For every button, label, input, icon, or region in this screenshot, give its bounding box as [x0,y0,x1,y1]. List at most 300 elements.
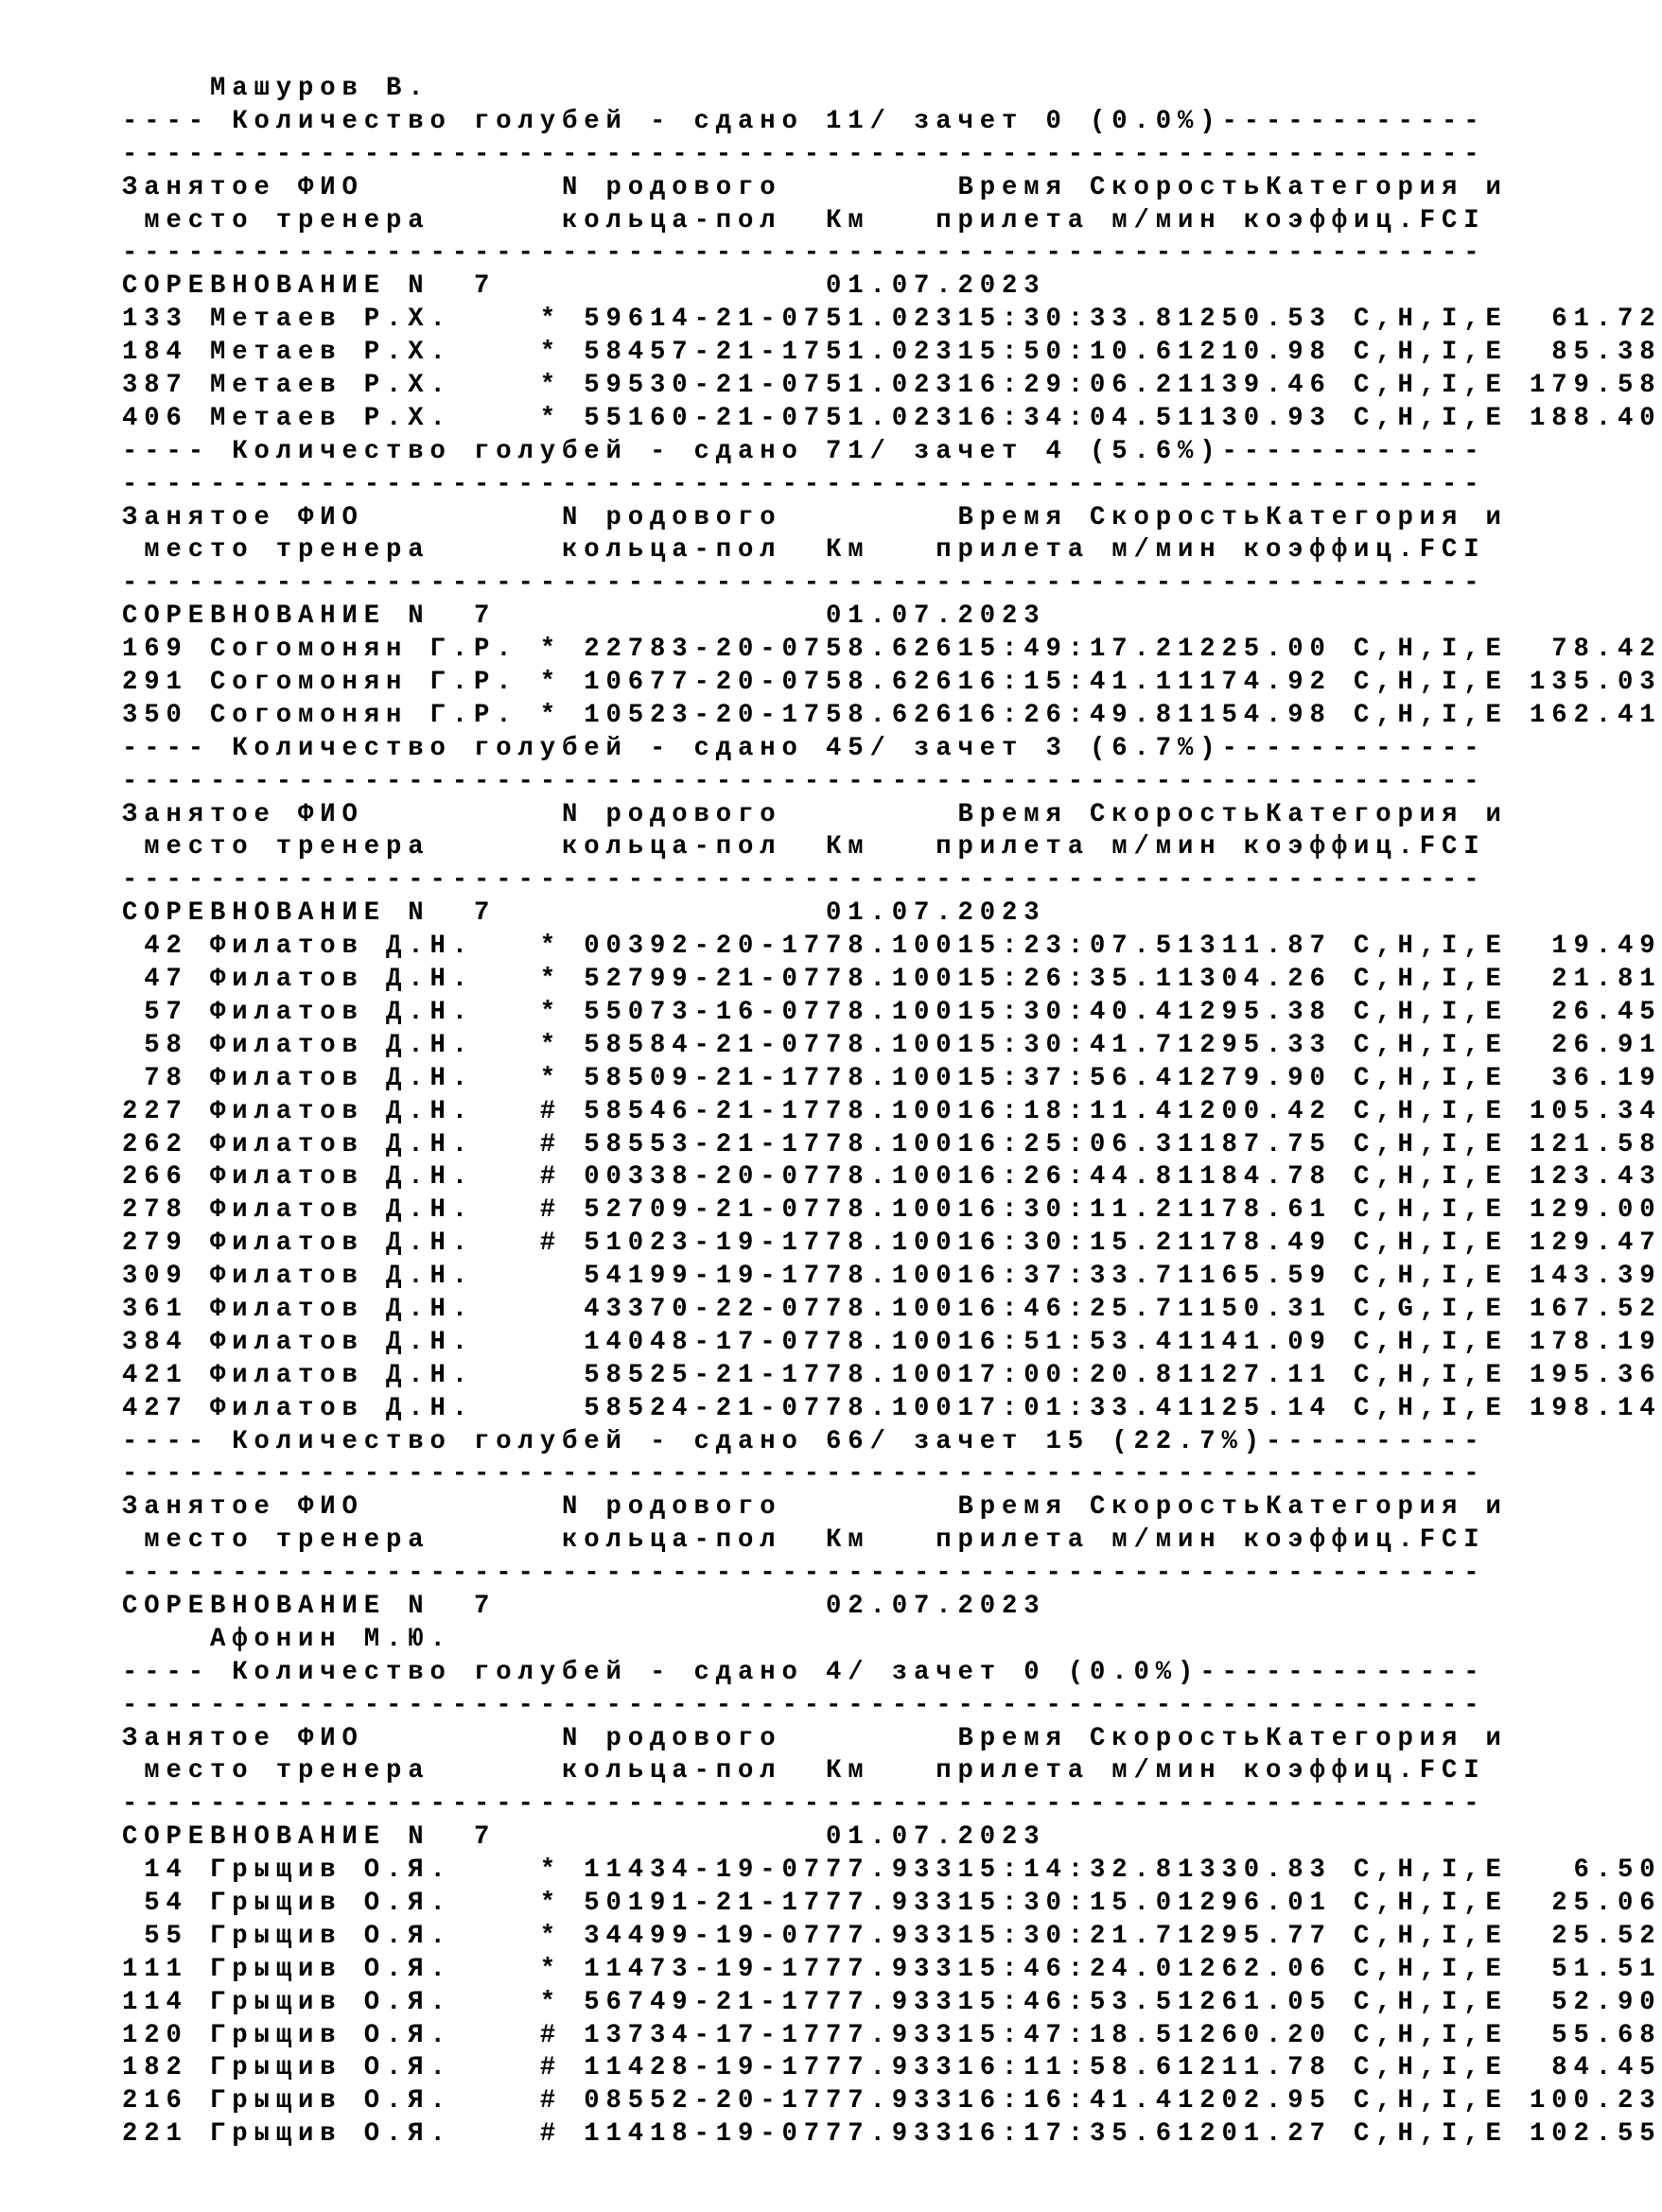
table-row [122,1888,1662,1921]
arrival-time: 15:30:33.8 [957,305,1178,335]
place-value: 120 [122,2020,188,2050]
competition-label: СОРЕВНОВАНИЕ N [122,1591,430,1621]
place-value: 47 [144,965,188,995]
distance-km: 778.100 [803,1327,958,1357]
header-speed-unit: м/мин [1111,1756,1222,1786]
ring-number: 58524-21-0 [584,1393,804,1423]
speed-value: 1260.20 [1178,2020,1332,2050]
competition-date: 01.07.2023 [826,601,1046,632]
arrival-time: 16:17:35.6 [957,2119,1178,2150]
distance-km: 777.933 [803,1888,958,1918]
arrival-time: 15:26:35.1 [957,965,1178,995]
arrival-time: 15:49:17.2 [957,635,1178,665]
header-speed-unit: м/мин [1111,832,1222,862]
competition-label: СОРЕВНОВАНИЕ N [122,271,430,302]
arrival-time: 15:46:53.5 [957,1987,1178,2017]
table-row [122,1129,1662,1162]
fci-value: 26.45 [1551,997,1662,1027]
speed-value: 1187.75 [1178,1129,1332,1159]
speed-value: 1295.77 [1178,1921,1332,1951]
trainer-name: Филатов Д.Н. [210,997,474,1027]
fancier-name-line [122,73,1541,106]
category-value: C,H,I,E [1354,2020,1508,2050]
distance-km: 777.933 [803,2086,958,2116]
distance-km: 778.100 [803,1063,958,1093]
header-speed: Скорость [1090,1492,1266,1523]
arrival-time: 15:30:21.7 [957,1921,1178,1951]
table-row [122,2020,1662,2053]
trainer-name: Согомонян Г.Р. [210,700,518,730]
category-value: C,H,I,E [1354,1888,1508,1918]
header-category: Категория и [1266,502,1508,532]
speed-value: 1165.59 [1178,1262,1332,1292]
category-value: C,G,I,E [1354,1294,1508,1324]
ring-number: 56749-21-1 [584,1987,804,2017]
ring-number: 55073-16-0 [584,997,804,1027]
distance-km: 778.100 [803,1393,958,1423]
table-row [122,1921,1662,1954]
table-row [122,1096,1662,1129]
competition-date: 01.07.2023 [826,898,1046,929]
header-speed-unit: м/мин [1111,205,1222,235]
credit-label: зачет [914,1426,1024,1456]
header-trainer: тренера [275,1756,430,1786]
ring-number: 43370-22-0 [584,1294,804,1324]
table-row [122,964,1662,997]
competition-line [122,897,1541,931]
header-coef: коэффиц. [1243,1756,1420,1786]
table-row [122,1855,1662,1888]
header-speed: Скорость [1090,502,1266,532]
summary-label: Количество голубей - сдано [232,733,804,763]
speed-value: 1178.49 [1178,1228,1332,1259]
trainer-name: Филатов Д.Н. [210,1162,474,1193]
header-category: Категория и [1266,172,1508,202]
mark-symbol: * [539,371,562,401]
category-value: C,H,I,E [1354,1129,1508,1159]
trainer-name: Филатов Д.Н. [210,1327,474,1357]
category-value: C,H,I,E [1354,1921,1508,1951]
speed-value: 1200.42 [1178,1096,1332,1126]
credit-label: зачет [891,1657,1002,1687]
header-arrival: прилета [936,1756,1090,1786]
mark-symbol: * [539,997,562,1027]
category-value: C,H,I,E [1354,1162,1508,1193]
credited-count: 4 [1045,436,1068,466]
fci-value: 188.40 [1530,403,1662,433]
header-bottom-rule: -------------------------------------------------------------- [122,568,1486,599]
trainer-name: Филатов Д.Н. [210,1030,474,1060]
summary-line: ---- Количество голубей - сдано 4/ зачет 0 (0.0%)------------- [122,1657,1486,1687]
ring-number: 00338-20-0 [584,1162,804,1193]
trainer-name: Грыщив О.Я. [210,1855,452,1886]
category-value: C,H,I,E [1354,668,1508,698]
header-coef: коэффиц. [1243,832,1420,862]
mark-symbol: * [539,932,562,962]
header-bottom-rule: -------------------------------------------------------------- [122,1789,1486,1820]
mark-symbol: # [539,1195,562,1226]
competition-line [122,270,1541,304]
category-value: C,H,I,E [1354,2086,1508,2116]
arrival-time: 15:47:18.5 [957,2020,1178,2050]
ring-number: 54199-19-1 [584,1262,804,1292]
arrival-time: 16:25:06.3 [957,1129,1178,1159]
fci-value: 143.39 [1530,1262,1662,1292]
mark-symbol: * [539,668,562,698]
fci-value: 198.14 [1530,1393,1662,1423]
credited-count: 0 [1023,1657,1046,1687]
fci-value: 26.91 [1551,1030,1662,1060]
table-header-line-2 [122,205,1541,238]
speed-value: 1174.92 [1178,668,1332,698]
distance-km: 758.626 [803,635,958,665]
ring-number: 00392-20-1 [584,932,804,962]
place-value: 309 [122,1262,188,1292]
header-coef: коэффиц. [1243,1525,1420,1556]
header-ring-sex: кольца-пол [562,1525,782,1556]
distance-km: 777.933 [803,2119,958,2150]
ring-number: 10677-20-0 [584,668,804,698]
speed-value: 1184.78 [1178,1162,1332,1193]
trainer-name: Филатов Д.Н. [210,1096,474,1126]
header-fio: ФИО [298,1723,364,1753]
mark-symbol: * [539,403,562,433]
header-place: Занятое [122,502,276,532]
table-row [122,997,1662,1030]
arrival-time: 16:34:04.5 [957,403,1178,433]
mark-symbol: * [539,635,562,665]
speed-value: 1261.05 [1178,1987,1332,2017]
ring-number: 59530-21-0 [584,371,804,401]
category-value: C,H,I,E [1354,1393,1508,1423]
place-value: 262 [122,1129,188,1159]
submitted-count: 66 [826,1426,870,1456]
mark-symbol: * [539,1987,562,2017]
trainer-name: Филатов Д.Н. [210,1294,474,1324]
mark-symbol: * [539,1921,562,1951]
fancier-name: Машуров В. [210,74,430,103]
header-top-rule: -------------------------------------------------------------- [122,1459,1486,1489]
arrival-time: 15:23:07.5 [957,932,1178,962]
header-arrival: прилета [936,535,1090,566]
ring-number: 58525-21-1 [584,1360,804,1390]
summary-line: ---- Количество голубей - сдано 71/ зачет 4 (5.6%)------------ [122,436,1486,466]
summary-line: ---- Количество голубей - сдано 45/ зачет 3 (6.7%)------------ [122,733,1486,763]
distance-km: 777.933 [803,1921,958,1951]
trainer-name: Филатов Д.Н. [210,932,474,962]
fci-value: 25.06 [1551,1888,1662,1918]
fci-value: 61.72 [1551,305,1662,335]
summary-label: Количество голубей - сдано [232,1657,804,1687]
place-value: 421 [122,1360,188,1390]
summary-line: ---- Количество голубей - сдано 66/ зачет 15 (22.7%)---------- [122,1426,1486,1456]
header-category: Категория и [1266,799,1508,829]
distance-km: 758.626 [803,700,958,730]
header-km: Км [826,205,870,235]
competition-line [122,1591,1541,1624]
competition-date: 02.07.2023 [826,1591,1046,1621]
place-value: 427 [122,1393,188,1423]
mark-symbol: # [539,1096,562,1126]
fci-value: 36.19 [1551,1063,1662,1093]
competition-label: СОРЕВНОВАНИЕ N [122,601,430,632]
table-row [122,1987,1662,2020]
speed-value: 1279.90 [1178,1063,1332,1093]
category-value: C,H,I,E [1354,1954,1508,1984]
table-row [122,1030,1662,1063]
distance-km: 778.100 [803,932,958,962]
arrival-time: 16:26:44.8 [957,1162,1178,1193]
mark-symbol: # [539,2119,562,2150]
ring-number: 52709-21-0 [584,1195,804,1226]
competition-label: СОРЕВНОВАНИЕ N [122,898,430,929]
table-row [122,1954,1662,1987]
fci-value: 100.23 [1530,2086,1662,2116]
submitted-count: 71 [826,436,870,466]
distance-km: 777.933 [803,2053,958,2083]
trainer-name: Филатов Д.Н. [210,1360,474,1390]
trainer-name: Филатов Д.Н. [210,1228,474,1259]
mark-symbol: * [539,1855,562,1886]
mark-symbol: * [539,700,562,730]
header-time: Время [957,799,1068,829]
table-row [122,1063,1662,1096]
trainer-name: Согомонян Г.Р. [210,635,518,665]
place-value: 361 [122,1294,188,1324]
header-bottom-rule: -------------------------------------------------------------- [122,1559,1486,1589]
ring-number: 11434-19-0 [584,1855,804,1886]
header-km: Км [826,832,870,862]
credited-percent: (5.6%) [1090,436,1222,466]
header-coef: коэффиц. [1243,205,1420,235]
arrival-time: 16:30:11.2 [957,1195,1178,1226]
table-header-line-1 [122,172,1541,205]
fci-value: 25.52 [1551,1921,1662,1951]
category-value: C,H,I,E [1354,635,1508,665]
fci-value: 102.55 [1530,2119,1662,2150]
ring-number: 58553-21-1 [584,1129,804,1159]
place-value: 78 [144,1063,188,1093]
header-top-rule: -------------------------------------------------------------- [122,469,1486,499]
place-value: 111 [122,1954,188,1984]
header-top-rule: -------------------------------------------------------------- [122,766,1486,796]
header-place-2: место [144,1525,254,1556]
place-value: 266 [122,1162,188,1193]
distance-km: 777.933 [803,1855,958,1886]
credit-label: зачет [914,436,1024,466]
place-value: 406 [122,403,188,433]
header-coef: коэффиц. [1243,535,1420,566]
trainer-name: Грыщив О.Я. [210,2086,452,2116]
arrival-time: 15:50:10.6 [957,338,1178,368]
fci-value: 195.36 [1530,1360,1662,1390]
category-value: C,H,I,E [1354,403,1508,433]
category-value: C,H,I,E [1354,305,1508,335]
fci-value: 167.52 [1530,1294,1662,1324]
category-value: C,H,I,E [1354,1195,1508,1226]
category-value: C,H,I,E [1354,1327,1508,1357]
header-ring: N родового [562,502,782,532]
header-fci: FCI [1419,1756,1486,1786]
trainer-name: Метаев Р.Х. [210,371,452,401]
category-value: C,H,I,E [1354,1096,1508,1126]
header-bottom-rule: -------------------------------------------------------------- [122,238,1486,269]
speed-value: 1225.00 [1178,635,1332,665]
fci-value: 105.34 [1530,1096,1662,1126]
summary-label: Количество голубей - сдано [232,1426,804,1456]
place-value: 133 [122,305,188,335]
header-ring-sex: кольца-пол [562,1756,782,1786]
table-row [122,931,1662,964]
distance-km: 751.023 [803,305,958,335]
table-header-line-2 [122,1524,1541,1558]
ring-number: 11473-19-1 [584,1954,804,1984]
category-value: C,H,I,E [1354,997,1508,1027]
header-place-2: место [144,832,254,862]
header-place-2: место [144,1756,254,1786]
place-value: 279 [122,1228,188,1259]
distance-km: 751.023 [803,403,958,433]
trainer-name: Филатов Д.Н. [210,965,474,995]
place-value: 291 [122,668,188,698]
speed-value: 1296.01 [1178,1888,1332,1918]
arrival-time: 16:15:41.1 [957,668,1178,698]
category-value: C,H,I,E [1354,1262,1508,1292]
distance-km: 751.023 [803,338,958,368]
mark-symbol: # [539,2053,562,2083]
header-arrival: прилета [936,205,1090,235]
place-value: 58 [144,1030,188,1060]
header-fio: ФИО [298,502,364,532]
table-row [122,1261,1662,1294]
header-ring: N родового [562,1492,782,1523]
header-fci: FCI [1419,535,1486,566]
competition-date: 01.07.2023 [826,1822,1046,1853]
table-row [122,1393,1662,1426]
mark-symbol: * [539,1954,562,1984]
credited-percent: (6.7%) [1090,733,1222,763]
arrival-time: 16:11:58.6 [957,2053,1178,2083]
competition-number: 7 [474,601,497,632]
speed-value: 1141.09 [1178,1327,1332,1357]
distance-km: 778.100 [803,1096,958,1126]
table-header-line-2 [122,831,1541,864]
table-row [122,1194,1662,1228]
table-row [122,1161,1662,1194]
table-header-line-2 [122,1755,1541,1788]
place-value: 227 [122,1096,188,1126]
header-trainer: тренера [275,205,430,235]
fci-value: 85.38 [1551,338,1662,368]
distance-km: 778.100 [803,1262,958,1292]
competition-number: 7 [474,898,497,929]
ring-number: 34499-19-0 [584,1921,804,1951]
fci-value: 55.68 [1551,2020,1662,2050]
submitted-count: 4 [826,1657,848,1687]
table-header-line-1 [122,799,1541,832]
speed-value: 1201.27 [1178,2119,1332,2150]
submitted-count: 45 [826,733,870,763]
trainer-name: Метаев Р.Х. [210,338,452,368]
table-row [122,403,1662,436]
arrival-time: 16:16:41.4 [957,2086,1178,2116]
speed-value: 1154.98 [1178,700,1332,730]
distance-km: 778.100 [803,1195,958,1226]
header-trainer: тренера [275,832,430,862]
table-row [122,370,1662,403]
distance-km: 777.933 [803,1987,958,2017]
category-value: C,H,I,E [1354,338,1508,368]
distance-km: 778.100 [803,1294,958,1324]
fci-value: 52.90 [1551,1987,1662,2017]
place-value: 278 [122,1195,188,1226]
header-place-2: место [144,205,254,235]
place-value: 169 [122,635,188,665]
header-category: Категория и [1266,1492,1508,1523]
distance-km: 778.100 [803,1030,958,1060]
place-value: 182 [122,2053,188,2083]
speed-value: 1311.87 [1178,932,1332,962]
header-fio: ФИО [298,799,364,829]
header-fci: FCI [1419,832,1486,862]
header-place: Занятое [122,799,276,829]
place-value: 42 [144,932,188,962]
category-value: C,H,I,E [1354,1987,1508,2017]
arrival-time: 15:14:32.8 [957,1855,1178,1886]
fci-value: 179.58 [1530,371,1662,401]
trainer-name: Грыщив О.Я. [210,1888,452,1918]
arrival-time: 16:29:06.2 [957,371,1178,401]
mark-symbol: # [539,2020,562,2050]
distance-km: 778.100 [803,965,958,995]
header-arrival: прилета [936,1525,1090,1556]
header-top-rule: -------------------------------------------------------------- [122,1690,1486,1720]
place-value: 350 [122,700,188,730]
ring-number: 11418-19-0 [584,2119,804,2150]
ring-number: 08552-20-1 [584,2086,804,2116]
fci-value: 51.51 [1551,1954,1662,1984]
table-row [122,304,1662,337]
header-place: Занятое [122,172,276,202]
arrival-time: 16:18:11.4 [957,1096,1178,1126]
mark-symbol: * [539,965,562,995]
competition-label: СОРЕВНОВАНИЕ N [122,1822,430,1853]
ring-number: 50191-21-1 [584,1888,804,1918]
ring-number: 14048-17-0 [584,1327,804,1357]
header-fio: ФИО [298,172,364,202]
trainer-name: Филатов Д.Н. [210,1129,474,1159]
header-trainer: тренера [275,535,430,566]
speed-value: 1211.78 [1178,2053,1332,2083]
credited-percent: (22.7%) [1111,1426,1266,1456]
credit-label: зачет [914,733,1024,763]
speed-value: 1150.31 [1178,1294,1332,1324]
credited-count: 0 [1045,106,1068,136]
header-place-2: место [144,535,254,566]
mark-symbol: # [539,2086,562,2116]
header-ring-sex: кольца-пол [562,205,782,235]
category-value: C,H,I,E [1354,1063,1508,1093]
distance-km: 777.933 [803,1954,958,1984]
arrival-time: 15:30:15.0 [957,1888,1178,1918]
place-value: 54 [144,1888,188,1918]
distance-km: 778.100 [803,1360,958,1390]
summary-line: ---- Количество голубей - сдано 11/ зачет 0 (0.0%)------------ [122,106,1486,136]
fci-value: 162.41 [1530,700,1662,730]
mark-symbol: * [539,338,562,368]
header-time: Время [957,502,1068,532]
speed-value: 1210.98 [1178,338,1332,368]
